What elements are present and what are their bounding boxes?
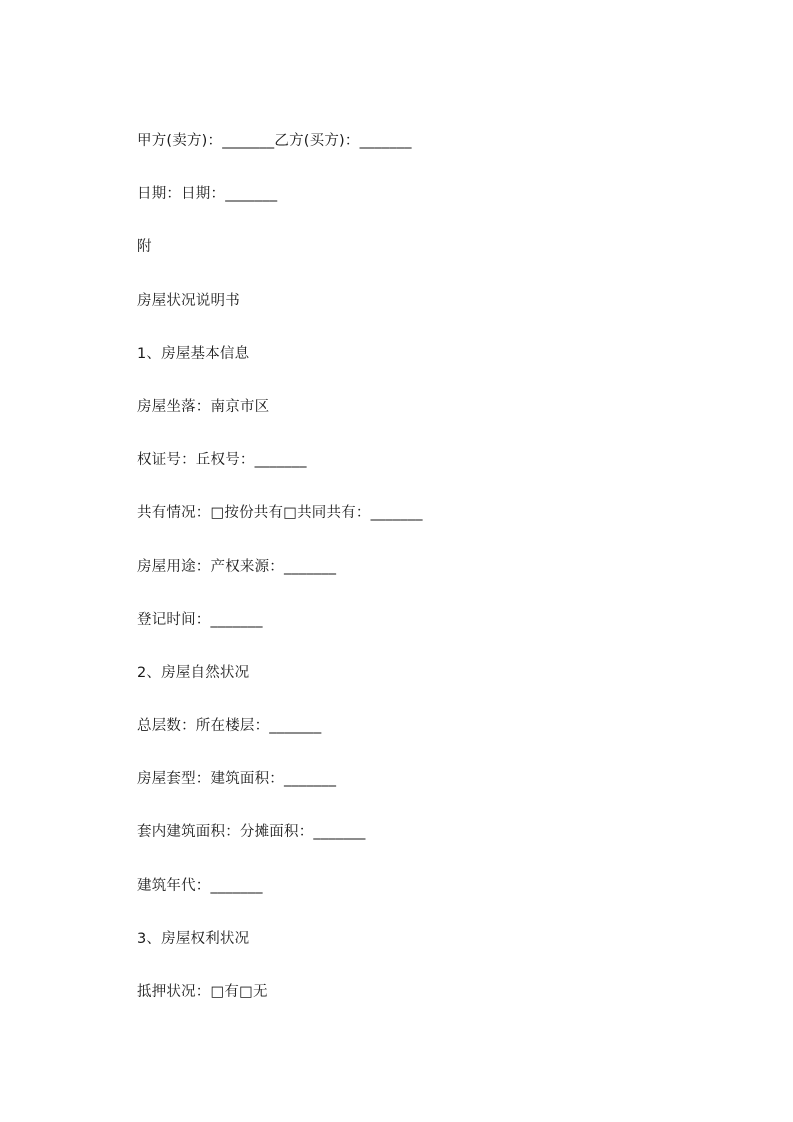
section-title: 房屋状况说明书 <box>137 292 240 309</box>
field-layout-area: 房屋套型：建筑面积：_______ <box>137 771 337 788</box>
field-floors: 总层数：所在楼层：_______ <box>137 718 322 735</box>
party-signature-line: 甲方(卖方)：_______乙方(买方)：_______ <box>137 133 412 149</box>
field-registration-time: 登记时间：_______ <box>137 611 263 628</box>
heading-rights-status: 3、房屋权利状况 <box>137 930 250 947</box>
field-mortgage: 抵押状况：□有□无 <box>137 984 268 1000</box>
heading-natural-status: 2、房屋自然状况 <box>137 664 250 681</box>
document-body <box>137 130 737 1034</box>
field-build-year: 建筑年代：_______ <box>137 877 263 894</box>
field-location: 房屋坐落：南京市区 <box>137 398 270 415</box>
date-line: 日期：日期：_______ <box>137 186 278 203</box>
field-usage-source: 房屋用途：产权来源：_______ <box>137 558 337 575</box>
field-co-ownership: 共有情况：□按份共有□共同共有：_______ <box>137 505 423 522</box>
field-inner-area: 套内建筑面积：分摊面积：_______ <box>137 824 366 841</box>
appendix-label: 附 <box>137 239 152 256</box>
heading-basic-info: 1、房屋基本信息 <box>137 345 250 362</box>
field-certificate-number: 权证号：丘权号：_______ <box>137 452 307 469</box>
